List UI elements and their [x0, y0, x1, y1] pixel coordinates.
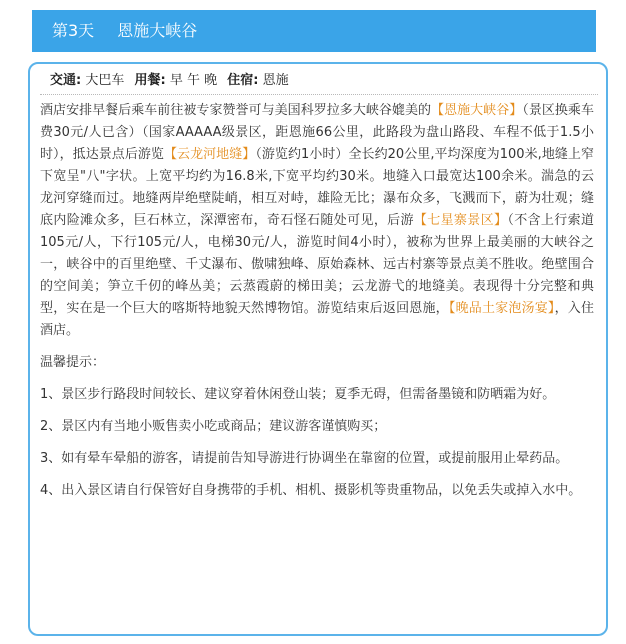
day-number: 第3天	[52, 21, 95, 40]
dinner-tujia-banquet: 【晚品土家泡汤宴】	[448, 301, 555, 316]
stay-value: 恩施	[262, 73, 289, 88]
itinerary-text: ，入住酒店。	[40, 301, 594, 338]
meal-label: 用餐:	[134, 73, 166, 88]
transport-value: 大巴车	[85, 73, 125, 88]
tips-title: 温馨提示：	[40, 355, 106, 370]
itinerary-text: （景区换乘车费30元/人已含）（国家AAAAA级景区，距恩施66公里，此路段为盘山路段、车程不低于1.5小时），抵达景点后游览	[40, 103, 594, 162]
itinerary-text: （游览约1小时）全长约20公里,平均深度为100米,地缝上窄下宽呈"八"字状。上宽平均约为16.8米,下宽平均约30米。地缝入口最宽达100余米。湍急的云龙河穿缝而过。地缝两岸绝壁陡峭，相互对峙，雄险无比；瀑布众多，飞溅而下，蔚为壮观；缝底内险滩众多，巨石林立，深潭密布，奇石怪石随处可见，后游	[40, 147, 594, 228]
transport-label: 交通:	[50, 73, 82, 88]
day-title: 恩施大峡谷	[117, 21, 198, 40]
tip-item: 3、如有晕车晕船的游客，请提前告知导游进行协调坐在靠窗的位置，或提前服用止晕药品。	[40, 451, 569, 466]
tip-item: 1、景区步行路段时间较长、建议穿着休闲登山装；夏季无碍，但需备墨镜和防晒霜为好。	[40, 387, 556, 402]
tip-item: 4、出入景区请自行保管好自身携带的手机、相机、摄影机等贵重物品，以免丢失或掉入水中。	[40, 483, 582, 498]
itinerary-content	[40, 100, 594, 502]
itinerary-text: 酒店安排早餐后乘车前往被专家赞誉可与美国科罗拉多大峡谷媲美的	[40, 103, 432, 118]
day-header	[32, 10, 596, 52]
itinerary-description	[40, 100, 594, 342]
attraction-yunlong-river-fissure: 【云龙河地缝】	[163, 147, 256, 162]
itinerary-text: （不含上行索道105元/人，下行105元/人，电梯30元/人，游览时间4小时），被称为世界上最美丽的大峡谷之一，峡谷中的百里绝壁、千丈瀑布、傲啸独峰、原始森林、远古村寨等景点美不胜收。绝壁围合的空间美；笋立千仞的峰丛美；云蒸霞蔚的梯田美；云龙游弋的地缝美。表现得十分完整和典型，实在是一个巨大的喀斯特地貌天然博物馆。游览结束后返回恩施，	[40, 213, 594, 316]
meal-value: 早 午 晚	[169, 73, 218, 88]
itinerary-card	[28, 62, 608, 636]
tip-item: 2、景区内有当地小贩售卖小吃或商品；建议游客谨慎购买；	[40, 419, 387, 434]
trip-info-bar	[50, 70, 295, 92]
stay-label: 住宿:	[227, 73, 259, 88]
attraction-qixingzhai-scenic-area: 【七星寨景区】	[413, 213, 508, 228]
info-divider	[40, 94, 598, 95]
attraction-enshi-grand-canyon: 【恩施大峡谷】	[431, 103, 523, 118]
